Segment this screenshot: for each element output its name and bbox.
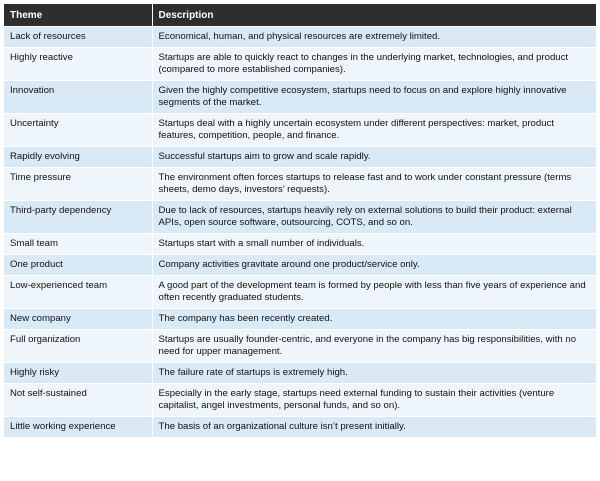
themes-table (4, 4, 596, 437)
description-cell: Company activities gravitate around one product/service only. (152, 255, 596, 276)
theme-cell: New company (4, 309, 152, 330)
header-theme: Theme (4, 4, 152, 27)
theme-cell: Highly reactive (4, 48, 152, 81)
table-row (4, 27, 596, 48)
theme-cell: Low-experienced team (4, 276, 152, 309)
theme-cell: Rapidly evolving (4, 147, 152, 168)
theme-cell: Innovation (4, 81, 152, 114)
description-cell: Due to lack of resources, startups heavily rely on external solutions to build their product: external APIs, open source software, outsourcing, COTS, and so on. (152, 201, 596, 234)
description-cell: Especially in the early stage, startups need external funding to sustain their activities (venture capitalist, angel investments, personal funds, and so on). (152, 384, 596, 417)
table-row (4, 234, 596, 255)
description-cell: Startups start with a small number of individuals. (152, 234, 596, 255)
description-cell: Successful startups aim to grow and scale rapidly. (152, 147, 596, 168)
description-cell: The company has been recently created. (152, 309, 596, 330)
theme-cell: One product (4, 255, 152, 276)
table-row (4, 114, 596, 147)
table-row (4, 384, 596, 417)
description-cell: A good part of the development team is formed by people with less than five years of experience and often recently graduated students. (152, 276, 596, 309)
description-cell: Startups are able to quickly react to changes in the underlying market, technologies, and product (compared to more established companies). (152, 48, 596, 81)
description-cell: Economical, human, and physical resources are extremely limited. (152, 27, 596, 48)
table-row (4, 276, 596, 309)
table-row (4, 309, 596, 330)
theme-cell: Full organization (4, 330, 152, 363)
table-header-row (4, 4, 596, 27)
table-row (4, 363, 596, 384)
table-row (4, 201, 596, 234)
table-row (4, 255, 596, 276)
description-cell: Startups are usually founder-centric, and everyone in the company has big responsibilities, with no need for upper management. (152, 330, 596, 363)
table-row (4, 417, 596, 438)
table-row (4, 81, 596, 114)
theme-cell: Little working experience (4, 417, 152, 438)
table-row (4, 48, 596, 81)
theme-cell: Third-party dependency (4, 201, 152, 234)
theme-cell: Not self-sustained (4, 384, 152, 417)
theme-cell: Small team (4, 234, 152, 255)
table-row (4, 168, 596, 201)
description-cell: The failure rate of startups is extremely high. (152, 363, 596, 384)
table-row (4, 147, 596, 168)
table-row (4, 330, 596, 363)
description-cell: Startups deal with a highly uncertain ecosystem under different perspectives: market, product features, competition, people, and finance. (152, 114, 596, 147)
description-cell: Given the highly competitive ecosystem, startups need to focus on and explore highly innovative segments of the market. (152, 81, 596, 114)
header-description: Description (152, 4, 596, 27)
theme-cell: Uncertainty (4, 114, 152, 147)
theme-cell: Lack of resources (4, 27, 152, 48)
description-cell: The environment often forces startups to release fast and to work under constant pressure (terms sheets, demo days, investors’ requests). (152, 168, 596, 201)
description-cell: The basis of an organizational culture isn’t present initially. (152, 417, 596, 438)
theme-cell: Time pressure (4, 168, 152, 201)
theme-cell: Highly risky (4, 363, 152, 384)
